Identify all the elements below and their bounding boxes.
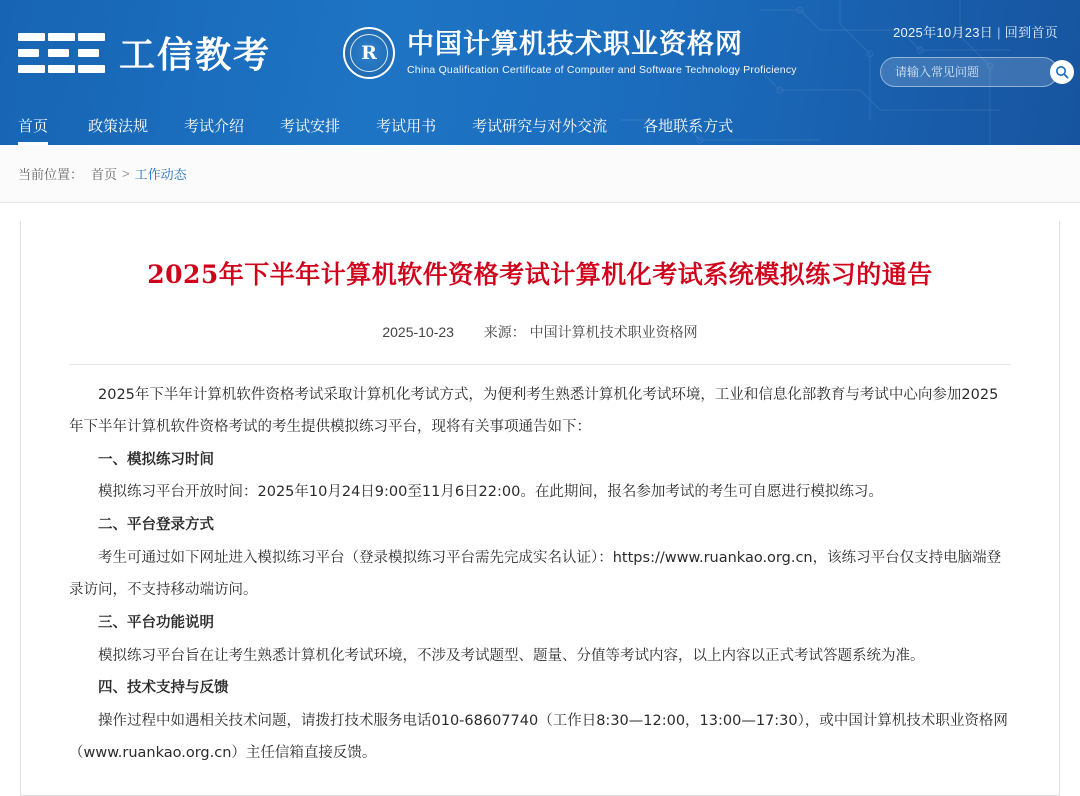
article-subheading: 一、模拟练习时间: [98, 451, 214, 468]
article-source: 中国计算机技术职业资格网: [529, 323, 698, 340]
organization-branding: [343, 27, 797, 79]
nav-item-4[interactable]: [358, 105, 454, 145]
site-logo[interactable]: [18, 27, 271, 78]
search-input[interactable]: [895, 65, 1050, 79]
header-top-row: [0, 0, 1080, 105]
nav-item-3[interactable]: [262, 105, 358, 145]
article-subheading: 四、技术支持与反馈: [98, 680, 229, 697]
nav-item-label: 政策法规: [88, 117, 149, 135]
nav-item-2[interactable]: [166, 105, 262, 145]
search-button[interactable]: [1050, 60, 1074, 84]
nav-item-0[interactable]: [18, 105, 70, 145]
content-area: [0, 203, 1080, 796]
breadcrumb-item-home[interactable]: 首页: [91, 167, 118, 182]
site-header: [0, 0, 1080, 145]
breadcrumb: [0, 145, 1080, 203]
nav-item-label: 考试介绍: [184, 117, 245, 135]
breadcrumb-label: 当前位置：: [18, 167, 84, 182]
nav-item-label: 首页: [18, 117, 49, 135]
article-meta: [69, 322, 1011, 342]
organization-name-en: China Qualification Certificate of Computer and Software Technology Proficiency: [407, 64, 797, 77]
search-icon: [1055, 65, 1069, 79]
organization-name-cn: 中国计算机技术职业资格网: [407, 28, 744, 59]
nav-item-label: 考试研究与对外交流: [472, 117, 608, 135]
article-paragraph: 考生可通过如下网址进入模拟练习平台（登录模拟练习平台需先完成实名认证）：https://www.ruankao.org.cn，该练习平台仅支持电脑端登录访问，不支持移动端访问。: [69, 549, 1002, 599]
back-to-home-link[interactable]: 回到首页: [1004, 25, 1058, 40]
nav-item-5[interactable]: [454, 105, 625, 145]
organization-seal-letter: R: [350, 34, 388, 72]
date-separator: |: [997, 25, 1001, 40]
article-source-label: 来源：: [483, 323, 526, 340]
breadcrumb-separator: >: [122, 166, 130, 181]
nav-item-label: 各地联系方式: [643, 117, 734, 135]
breadcrumb-item-current[interactable]: 工作动态: [134, 167, 187, 182]
nav-item-6[interactable]: [625, 105, 751, 145]
article-subheading: 三、平台功能说明: [98, 614, 214, 631]
article-subheading: 二、平台登录方式: [98, 517, 214, 533]
nav-item-label: 考试用书: [376, 117, 437, 135]
main-navigation: [0, 105, 1080, 145]
logo-text: 工信教考: [119, 35, 272, 76]
organization-names: [407, 28, 797, 78]
header-utility-area: [880, 22, 1058, 87]
article-paragraph: 模拟练习平台旨在让考生熟悉计算机化考试环境，不涉及考试题型、题量、分值等考试内容，以上内容以正式考试答题系统为准。: [98, 647, 925, 664]
organization-seal-icon: [343, 27, 395, 79]
eec-logo-icon: [18, 33, 105, 73]
header-date-row: [880, 22, 1058, 41]
nav-item-label: 考试安排: [280, 117, 341, 135]
article-body: [69, 365, 1011, 771]
article-paragraph: 2025年下半年计算机软件资格考试采取计算机化考试方式，为便利考生熟悉计算机化考试环境，工业和信息化部教育与考试中心向参加2025年下半年计算机软件资格考试的考生提供模拟练习平台，现将有关事项通告如下：: [69, 386, 999, 436]
article-date: 2025-10-23: [382, 323, 454, 340]
nav-item-1[interactable]: [70, 105, 166, 145]
search-box[interactable]: [880, 57, 1058, 87]
article-paragraph: 操作过程中如遇相关技术问题，请拨打技术服务电话010-68607740（工作日8:30—12:00，13:00—17:30），或中国计算机技术职业资格网（www.ruankao.org.cn）主任信箱直接反馈。: [69, 712, 1008, 762]
article-paragraph: 模拟练习平台开放时间：2025年10月24日9:00至11月6日22:00。在此期间，报名参加考试的考生可自愿进行模拟练习。: [98, 484, 883, 501]
article-card: [20, 221, 1060, 796]
current-date: 2025年10月23日: [892, 25, 994, 40]
page-title: 2025年下半年计算机软件资格考试计算机化考试系统模拟练习的通告: [147, 260, 933, 289]
